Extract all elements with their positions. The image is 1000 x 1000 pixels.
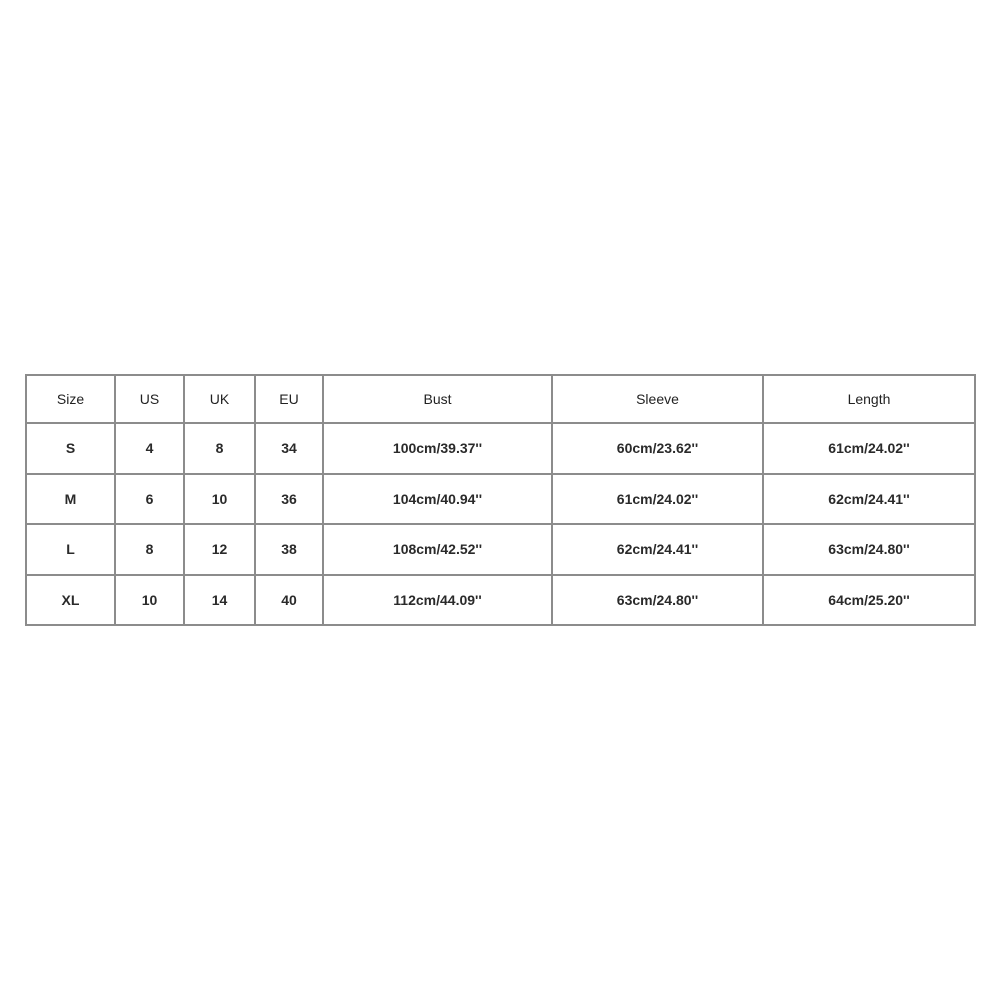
cell-eu: 40 (255, 575, 323, 626)
cell-eu: 34 (255, 423, 323, 474)
cell-size: XL (26, 575, 115, 626)
cell-sleeve: 60cm/23.62'' (552, 423, 763, 474)
cell-us: 4 (115, 423, 184, 474)
cell-bust: 112cm/44.09'' (323, 575, 552, 626)
cell-length: 61cm/24.02'' (763, 423, 975, 474)
header-eu: EU (255, 375, 323, 423)
header-length: Length (763, 375, 975, 423)
cell-sleeve: 62cm/24.41'' (552, 524, 763, 575)
cell-uk: 8 (184, 423, 255, 474)
header-row (26, 375, 975, 423)
cell-uk: 10 (184, 474, 255, 525)
cell-size: M (26, 474, 115, 525)
table-row (26, 474, 975, 525)
header-uk: UK (184, 375, 255, 423)
cell-size: L (26, 524, 115, 575)
cell-bust: 100cm/39.37'' (323, 423, 552, 474)
header-bust: Bust (323, 375, 552, 423)
cell-eu: 38 (255, 524, 323, 575)
cell-sleeve: 61cm/24.02'' (552, 474, 763, 525)
cell-us: 8 (115, 524, 184, 575)
table-row (26, 423, 975, 474)
cell-sleeve: 63cm/24.80'' (552, 575, 763, 626)
header-size: Size (26, 375, 115, 423)
header-us: US (115, 375, 184, 423)
table-row (26, 575, 975, 626)
cell-us: 6 (115, 474, 184, 525)
size-chart-table (25, 374, 976, 626)
cell-eu: 36 (255, 474, 323, 525)
cell-length: 64cm/25.20'' (763, 575, 975, 626)
cell-us: 10 (115, 575, 184, 626)
cell-uk: 12 (184, 524, 255, 575)
cell-bust: 108cm/42.52'' (323, 524, 552, 575)
cell-size: S (26, 423, 115, 474)
cell-length: 62cm/24.41'' (763, 474, 975, 525)
header-sleeve: Sleeve (552, 375, 763, 423)
cell-uk: 14 (184, 575, 255, 626)
cell-bust: 104cm/40.94'' (323, 474, 552, 525)
cell-length: 63cm/24.80'' (763, 524, 975, 575)
table-row (26, 524, 975, 575)
